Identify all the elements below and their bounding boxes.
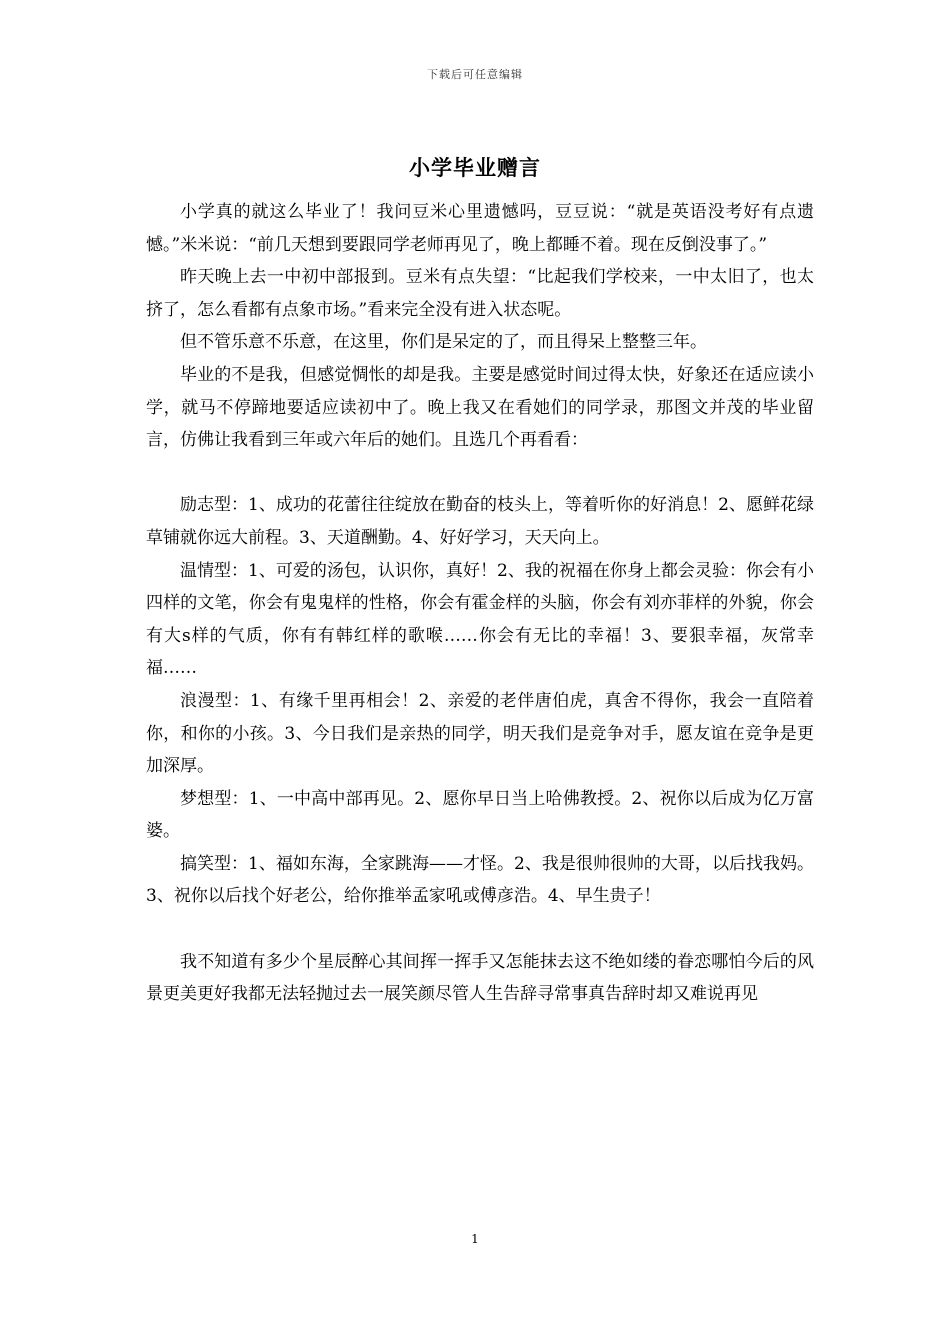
paragraph: 昨天晚上去一中初中部报到。豆米有点失望：“比起我们学校来，一中太旧了，也太挤了，怎么看都有点象市场。”看来完全没有进入状态呢。 (146, 267, 814, 320)
page-number: 1 (471, 1232, 479, 1246)
document-body (146, 196, 814, 1011)
paragraph: 我不知道有多少个星辰醉心其间挥一挥手又怎能抹去这不绝如缕的眷恋哪怕今后的风景更美更好我都无法轻抛过去一展笑颜尽管人生告辞寻常事真告辞时却又难说再见 (146, 951, 814, 1005)
paragraph-spacer (146, 457, 814, 490)
paragraph: 温情型：1、可爱的汤包，认识你，真好！2、我的祝福在你身上都会灵验：你会有小四样的文笔，你会有鬼鬼样的性格，你会有霍金样的头脑，你会有刘亦菲样的外貌，你会有大s样的气质，你有有韩红样的歌喉……你会有无比的幸福！3、要狠幸福，灰常幸福…… (146, 560, 814, 679)
paragraph: 梦想型：1、一中高中部再见。2、愿你早日当上哈佛教授。2、祝你以后成为亿万富婆。 (146, 788, 814, 842)
document-title: 小学毕业赠言 (409, 156, 541, 180)
paragraph: 浪漫型：1、有缘千里再相会！2、亲爱的老伴唐伯虎，真舍不得你，我会一直陪着你，和你的小孩。3、今日我们是亲热的同学，明天我们是竞争对手，愿友谊在竞争是更加深厚。 (146, 690, 814, 777)
paragraph-spacer (146, 913, 814, 946)
paragraph: 搞笑型：1、福如东海，全家跳海——才怪。2、我是很帅很帅的大哥，以后找我妈。3、祝你以后找个好老公，给你推举孟家吼或傅彦浩。4、早生贵子！ (146, 853, 814, 907)
header-note: 下载后可任意编辑 (427, 68, 523, 81)
paragraph: 励志型：1、成功的花蕾往往绽放在勤奋的枝头上，等着听你的好消息！2、愿鲜花绿草铺就你远大前程。3、天道酬勤。4、好好学习，天天向上。 (146, 495, 814, 548)
paragraph: 但不管乐意不乐意，在这里，你们是呆定的了，而且得呆上整整三年。 (180, 332, 707, 353)
paragraph: 毕业的不是我，但感觉惆怅的却是我。主要是感觉时间过得太快，好象还在适应读小学，就马不停蹄地要适应读初中了。晚上我又在看她们的同学录，那图文并茂的毕业留言，仿佛让我看到三年或六年后的她们。且选几个再看看： (146, 364, 814, 451)
paragraph: 小学真的就这么毕业了！我问豆米心里遗憾吗，豆豆说：“就是英语没考好有点遗憾。”米米说：“前几天想到要跟同学老师再见了，晚上都睡不着。现在反倒没事了。” (146, 202, 814, 255)
